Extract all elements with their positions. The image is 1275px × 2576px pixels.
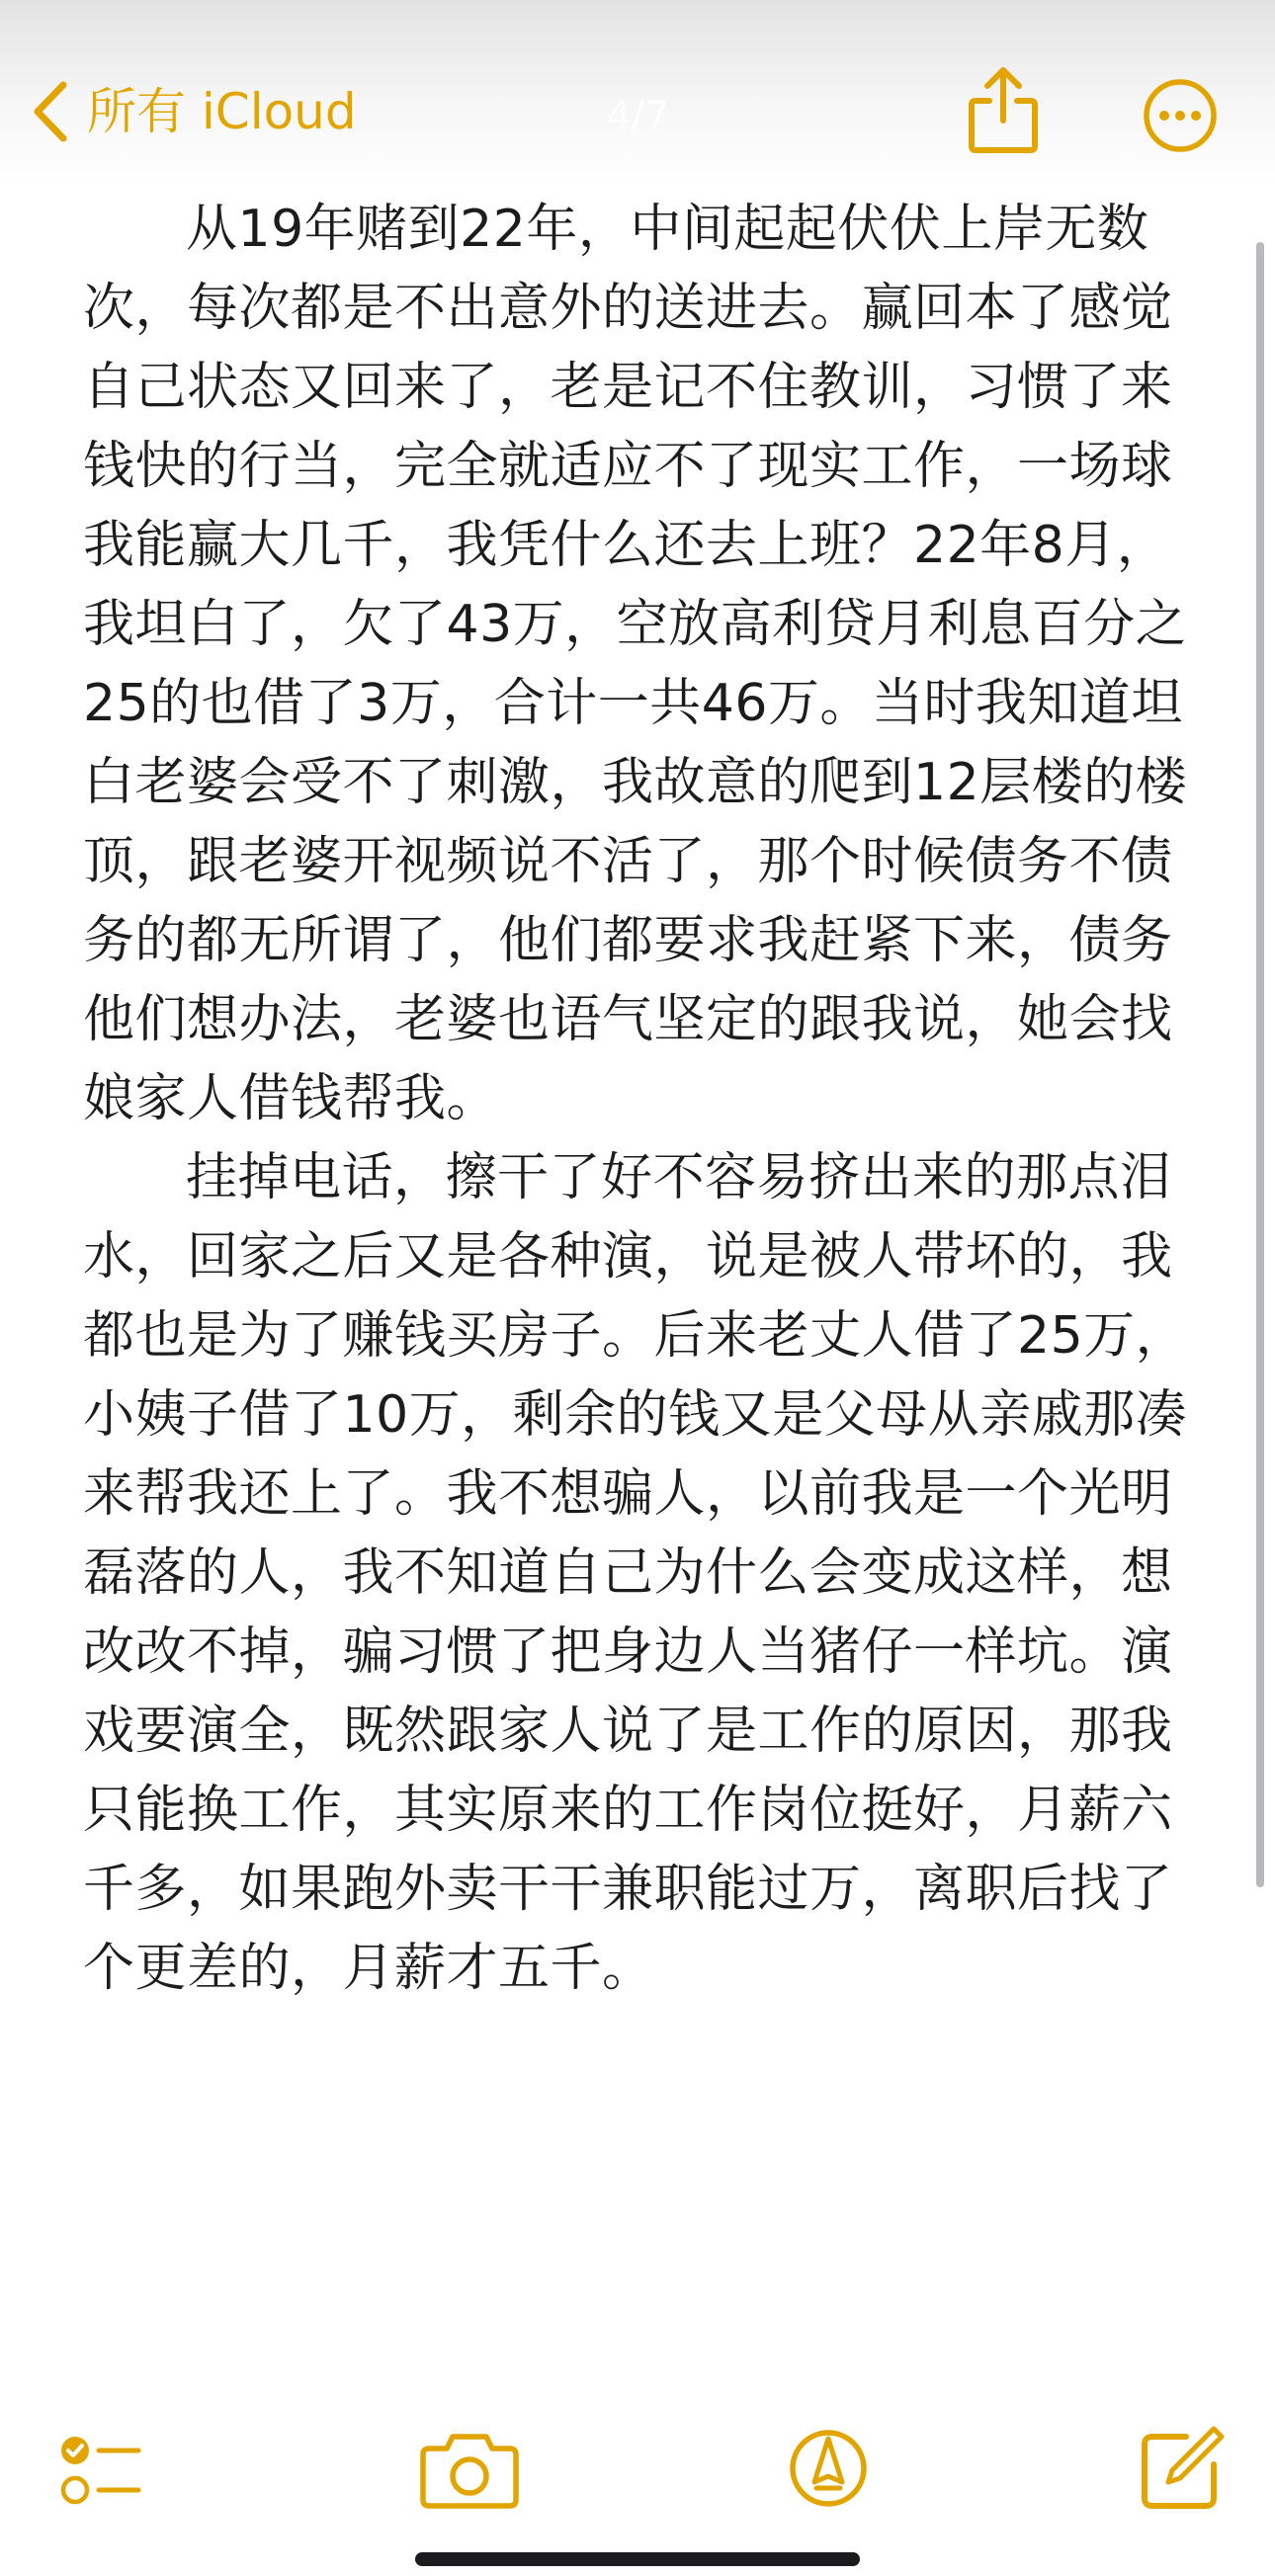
note-body[interactable] [83, 190, 1190, 2008]
home-indicator[interactable] [415, 2552, 860, 2566]
vertical-scrollbar[interactable] [1256, 242, 1264, 1887]
navigation-bar [0, 0, 1275, 188]
note-paragraph: 挂掉电话，擦干了好不容易挤出来的那点泪水，回家之后又是各种演，说是被人带坏的，我都也是为了赚钱买房子。后来老丈人借了25万，小姨子借了10万，剩余的钱又是父母从亲戚那凑来帮我还上了。我不想骗人，以前我是一个光明磊落的人，我不知道自己为什么会变成这样，想改改不掉，骗习惯了把身边人当猪仔一样坑。演戏要演全，既然跟家人说了是工作的原因，那我只能换工作，其实原来的工作岗位挺好，月薪六千多，如果跑外卖干干兼职能过万，离职后找了个更差的，月薪才五千。 [83, 1148, 1188, 1998]
camera-button[interactable] [415, 2421, 524, 2516]
back-button-label: 所有 iCloud [87, 83, 357, 140]
back-button[interactable] [26, 77, 357, 146]
checklist-icon [51, 2421, 146, 2516]
note-paragraph: 从19年赌到22年，中间起起伏伏上岸无数次，每次都是不出意外的送进去。赢回本了感觉自己状态又回来了，老是记不住教训，习惯了来钱快的行当，完全就适应不了现实工作，一场球我能赢大几千，我凭什么还去上班？22年8月，我坦白了，欠了43万，空放高利贷月利息百分之25的也借了3万，合计一共46万。当时我知道坦白老婆会受不了刺激，我故意的爬到12层楼的楼顶，跟老婆开视频说不活了，那个时候债务不债务的都无所谓了，他们都要求我赶紧下来，债务他们想办法，老婆也语气坚定的跟我说，她会找娘家人借钱帮我。 [83, 200, 1188, 1128]
page-indicator: 4/7 [605, 94, 670, 139]
chevron-left-icon [26, 77, 85, 146]
ellipsis-circle-icon [1142, 77, 1219, 154]
more-options-button[interactable] [1142, 77, 1219, 154]
checklist-button[interactable] [51, 2421, 146, 2516]
share-icon [964, 65, 1043, 156]
camera-icon [415, 2421, 524, 2516]
markup-pen-icon [781, 2421, 876, 2516]
compose-icon [1135, 2421, 1230, 2516]
compose-button[interactable] [1135, 2421, 1230, 2516]
share-button[interactable] [964, 65, 1043, 156]
markup-button[interactable] [781, 2421, 876, 2516]
